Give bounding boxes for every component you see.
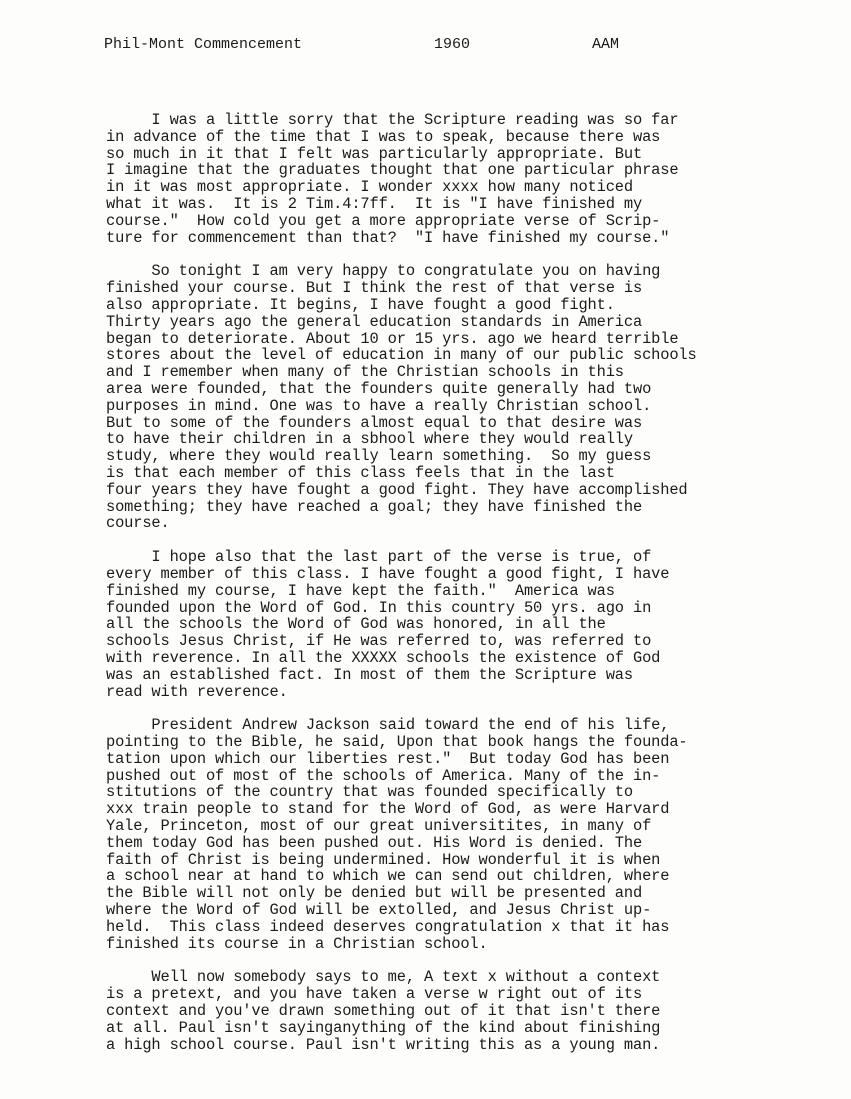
text-line: context and you've drawn something out of it that isn't there bbox=[106, 1002, 661, 1021]
text-line: So tonight I am very happy to congratulate you on having bbox=[106, 262, 661, 281]
text-line: faith of Christ is being undermined. How wonderful it is when bbox=[106, 850, 661, 869]
text-line: course. bbox=[106, 514, 170, 533]
text-line: pushed out of most of the schools of America. Many of the in- bbox=[106, 766, 661, 785]
text-line: in advance of the time that I was to speak, because there was bbox=[106, 127, 661, 146]
text-line: finished its course in a Christian school. bbox=[106, 934, 488, 953]
paragraph bbox=[106, 112, 786, 246]
text-line: But to some of the founders almost equal to that desire was bbox=[106, 413, 643, 432]
text-line: Well now somebody says to me, A text x without a context bbox=[106, 968, 661, 987]
header-year: 1960 bbox=[434, 36, 471, 53]
text-line: something; they have reached a goal; they have finished the bbox=[106, 497, 643, 516]
paragraph bbox=[106, 263, 786, 532]
text-line: a high school course. Paul isn't writing this as a young man. bbox=[106, 1035, 661, 1054]
text-line: four years they have fought a good fight. They have accomplished bbox=[106, 480, 688, 499]
text-line: stitutions of the country that was founded specifically to bbox=[106, 783, 633, 802]
text-line: Yale, Princeton, most of our great universitites, in many of bbox=[106, 817, 652, 836]
text-line: a school near at hand to which we can send out children, where bbox=[106, 867, 670, 886]
text-line: finished your course. But I think the rest of that verse is bbox=[106, 279, 643, 298]
paragraph bbox=[106, 969, 786, 1053]
text-line: to have their children in a sbhool where they would really bbox=[106, 430, 633, 449]
text-line: is that each member of this class feels that in the last bbox=[106, 463, 615, 482]
page-header bbox=[104, 36, 744, 58]
text-line: at all. Paul isn't sayinganything of the kind about finishing bbox=[106, 1018, 661, 1037]
text-line: with reverence. In all the XXXXX schools the existence of God bbox=[106, 648, 661, 667]
text-line: also appropriate. It begins, I have fought a good fight. bbox=[106, 295, 615, 314]
text-line: all the schools the Word of God was honored, in all the bbox=[106, 615, 606, 634]
paragraph bbox=[106, 717, 786, 952]
text-line: was an established fact. In most of them the Scripture was bbox=[106, 665, 633, 684]
document-body bbox=[106, 112, 786, 1070]
text-line: Thirty years ago the general education standards in America bbox=[106, 312, 643, 331]
text-line: the Bible will not only be denied but will be presented and bbox=[106, 884, 643, 903]
paragraph bbox=[106, 549, 786, 700]
text-line: President Andrew Jackson said toward the end of his life, bbox=[106, 716, 670, 735]
text-line: held. This class indeed deserves congratulation x that it has bbox=[106, 917, 670, 936]
text-line: is a pretext, and you have taken a verse w right out of its bbox=[106, 985, 643, 1004]
text-line: I hope also that the last part of the verse is true, of bbox=[106, 548, 652, 567]
text-line: xxx train people to stand for the Word of God, as were Harvard bbox=[106, 800, 670, 819]
header-initials: AAM bbox=[592, 36, 620, 53]
text-line: study, where they would really learn something. So my guess bbox=[106, 447, 652, 466]
text-line: in it was most appropriate. I wonder xxxx how many noticed bbox=[106, 178, 633, 197]
text-line: course." How cold you get a more appropriate verse of Scrip- bbox=[106, 211, 661, 230]
text-line: them today God has been pushed out. His Word is denied. The bbox=[106, 833, 643, 852]
text-line: area were founded, that the founders quite generally had two bbox=[106, 379, 652, 398]
text-line: tation upon which our liberties rest." But today God has been bbox=[106, 749, 670, 768]
text-line: pointing to the Bible, he said, Upon that book hangs the founda- bbox=[106, 733, 688, 752]
text-line: I was a little sorry that the Scripture reading was so far bbox=[106, 111, 679, 129]
text-line: began to deteriorate. About 10 or 15 yrs. ago we heard terrible bbox=[106, 329, 679, 348]
text-line: ture for commencement than that? "I have finished my course." bbox=[106, 228, 670, 247]
text-line: every member of this class. I have fought a good fight, I have bbox=[106, 564, 670, 583]
header-title: Phil-Mont Commencement bbox=[104, 36, 303, 53]
text-line: where the Word of God will be extolled, and Jesus Christ up- bbox=[106, 901, 652, 920]
text-line: read with reverence. bbox=[106, 682, 288, 701]
text-line: so much in it that I felt was particularly appropriate. But bbox=[106, 144, 643, 163]
text-line: founded upon the Word of God. In this country 50 yrs. ago in bbox=[106, 598, 652, 617]
text-line: finished my course, I have kept the faith." America was bbox=[106, 581, 615, 600]
text-line: schools Jesus Christ, if He was referred to, was referred to bbox=[106, 632, 652, 651]
text-line: what it was. It is 2 Tim.4:7ff. It is "I have finished my bbox=[106, 194, 643, 213]
text-line: and I remember when many of the Christian schools in this bbox=[106, 363, 624, 382]
text-line: purposes in mind. One was to have a really Christian school. bbox=[106, 396, 652, 415]
text-line: I imagine that the graduates thought that one particular phrase bbox=[106, 161, 679, 180]
text-line: stores about the level of education in many of our public schools bbox=[106, 346, 697, 365]
